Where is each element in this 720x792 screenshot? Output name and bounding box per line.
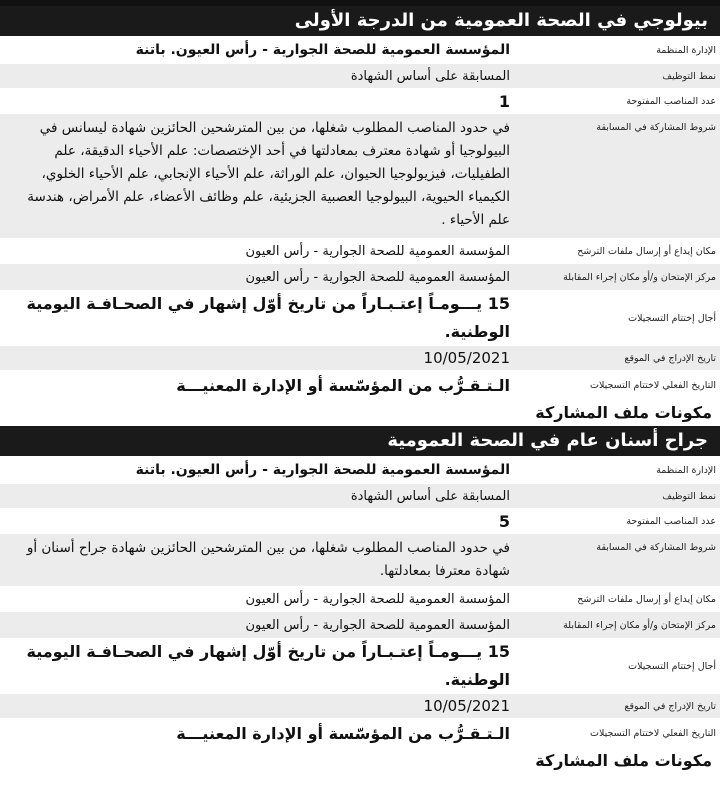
row-posting-date <box>0 346 720 370</box>
label-posting-date: تاريخ الإدراج في الموقع <box>624 352 716 364</box>
row-open-positions-2 <box>0 508 720 534</box>
label-organizer: الإدارة المنظمة <box>656 44 716 56</box>
section-1-title: بيولوجي في الصحة العمومية من الدرجة الأولى <box>0 6 720 36</box>
row-organizer-2 <box>0 456 720 484</box>
label-recruitment-type-2: نمط التوظيف <box>662 490 716 502</box>
row-recruitment-type-2 <box>0 484 720 508</box>
row-exam-center <box>0 264 720 290</box>
label-open-positions-2: عدد المناصب المفتوحة <box>626 515 716 527</box>
value-conditions: في حدود المناصب المطلوب شغلها، من بين المترشحين الحائزين شهادة ليسانس في البيولوجيا أو شهادة معترف بمعادلتها في أحد الإختصصات: علم الأحياء الدقيقة، علم الطفيليات، فيزيولوجيا الحيوان، علم الوراثة، علم الأحياء الإنجابي، علم الأحياء الخلوي، الكيمياء الحيوية، البيولوجيا العصبية الجزيئية، علم وظائف الأعضاء، علم الأمراض، هندسة علم الأحياء . <box>27 120 510 228</box>
row-registration-deadline-2 <box>0 638 720 694</box>
label-registration-deadline-2: أجال إختتام التسجيلات <box>628 660 716 672</box>
label-posting-date-2: تاريخ الإدراج في الموقع <box>624 700 716 712</box>
label-submission-place-2: مكان إيداع أو إرسال ملفات الترشح <box>577 593 716 605</box>
label-actual-deadline-2: التاريخ الفعلي لاختتام التسجيلات <box>590 727 716 739</box>
section-1-documents-heading: مكونات ملف المشاركة <box>535 403 712 422</box>
label-exam-center: مركز الإمتحان و/أو مكان إجراء المقابلة <box>563 271 716 283</box>
row-posting-date-2 <box>0 694 720 718</box>
row-recruitment-type <box>0 64 720 88</box>
value-exam-center: المؤسسة العمومية للصحة الجوارية - رأس العيون <box>245 269 510 285</box>
value-submission-place: المؤسسة العمومية للصحة الجوارية - رأس العيون <box>245 243 510 259</box>
label-open-positions: عدد المناصب المفتوحة <box>626 95 716 107</box>
row-submission-place-2 <box>0 586 720 612</box>
value-registration-deadline: 15 يـــومـاً إعتـبـاراً من تاريخ أوّل إشهار في الصحـافـة اليومية الوطنية. <box>26 294 510 341</box>
value-open-positions: 1 <box>498 91 510 111</box>
value-posting-date-2: 10/05/2021 <box>423 697 510 715</box>
label-submission-place: مكان إيداع أو إرسال ملفات الترشح <box>577 245 716 257</box>
value-organizer: المؤسسة العمومية للصحة الجوارية - رأس العيون. باتنة <box>135 42 510 58</box>
value-actual-deadline: الـتـقـرُّب من المؤسّسة أو الإدارة المعنيـــة <box>176 375 510 395</box>
label-organizer-2: الإدارة المنظمة <box>656 464 716 476</box>
value-conditions-2: في حدود المناصب المطلوب شغلها، من بين المترشحين الحائزين شهادة جراح أسنان أو شهادة معترفا بمعادلتها. <box>26 540 510 579</box>
value-actual-deadline-2: الـتـقـرُّب من المؤسّسة أو الإدارة المعنيـــة <box>176 723 510 743</box>
row-conditions-2 <box>0 534 720 586</box>
row-registration-deadline <box>0 290 720 346</box>
section-2-documents-heading: مكونات ملف المشاركة <box>535 751 712 770</box>
row-exam-center-2 <box>0 612 720 638</box>
label-conditions: شروط المشاركة في المسابقة <box>596 122 716 133</box>
label-exam-center-2: مركز الإمتحان و/أو مكان إجراء المقابلة <box>563 619 716 631</box>
value-posting-date: 10/05/2021 <box>423 349 510 367</box>
value-open-positions-2: 5 <box>498 511 510 531</box>
label-actual-deadline: التاريخ الفعلي لاختتام التسجيلات <box>590 379 716 391</box>
label-conditions-2: شروط المشاركة في المسابقة <box>596 542 716 553</box>
section-2-title: جراح أسنان عام في الصحة العمومية <box>0 426 720 456</box>
label-recruitment-type: نمط التوظيف <box>662 70 716 82</box>
row-submission-place <box>0 238 720 264</box>
row-open-positions <box>0 88 720 114</box>
value-submission-place-2: المؤسسة العمومية للصحة الجوارية - رأس العيون <box>245 591 510 607</box>
row-organizer <box>0 36 720 64</box>
label-registration-deadline: أجال إختتام التسجيلات <box>628 312 716 324</box>
value-exam-center-2: المؤسسة العمومية للصحة الجوارية - رأس العيون <box>245 617 510 633</box>
row-actual-deadline-2 <box>0 718 720 748</box>
value-organizer-2: المؤسسة العمومية للصحة الجوارية - رأس العيون. باتنة <box>135 462 510 478</box>
value-recruitment-type: المسابقة على أساس الشهادة <box>350 68 510 84</box>
row-conditions <box>0 114 720 238</box>
value-recruitment-type-2: المسابقة على أساس الشهادة <box>350 488 510 504</box>
value-registration-deadline-2: 15 يـــومـاً إعتـبـاراً من تاريخ أوّل إشهار في الصحـافـة اليومية الوطنية. <box>26 642 510 689</box>
row-actual-deadline <box>0 370 720 400</box>
